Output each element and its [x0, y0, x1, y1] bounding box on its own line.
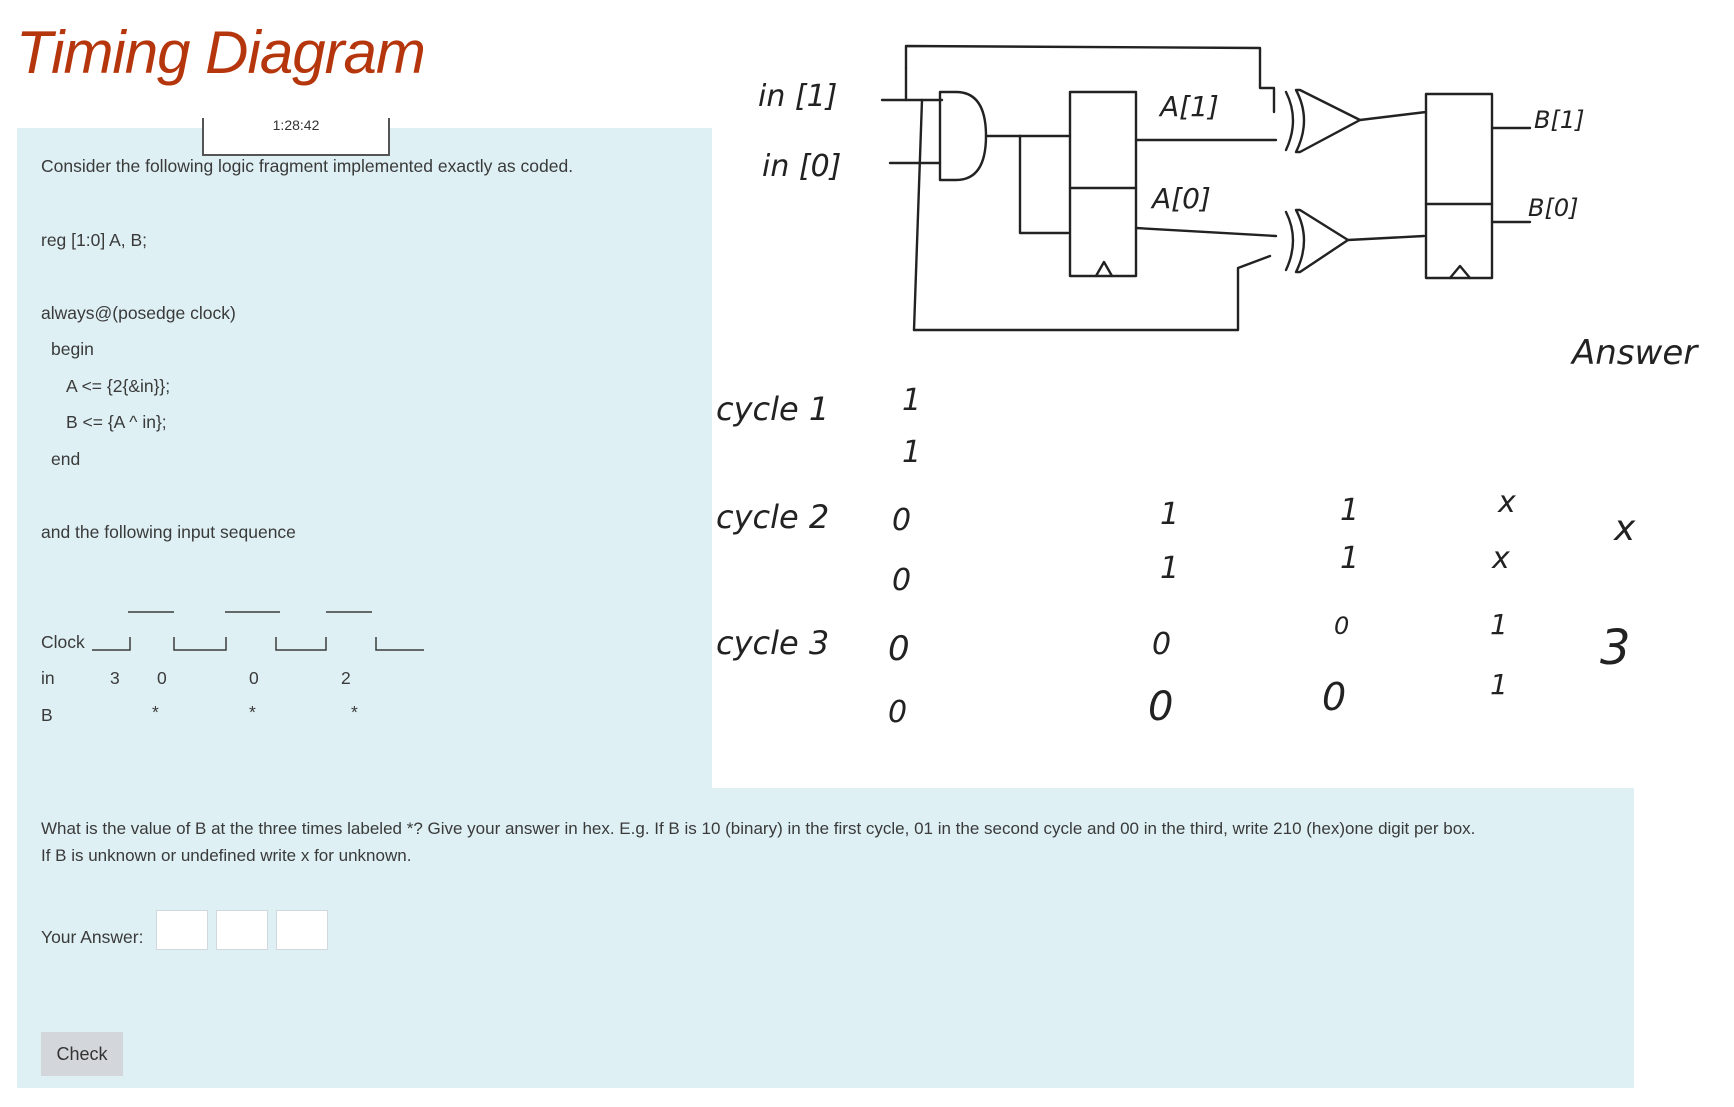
timer: 1:28:42 [202, 118, 390, 156]
hw-c2-xor1: 1 [1340, 493, 1360, 528]
b-label: B [41, 705, 53, 725]
code-line-3: begin [51, 339, 94, 359]
in-value-2: 0 [157, 668, 167, 688]
sequence-intro: and the following input sequence [41, 522, 296, 542]
hw-c2-in1: 0 [892, 503, 912, 538]
clock-label: Clock [41, 632, 85, 652]
hw-answer-header: Answer [1572, 333, 1698, 373]
prompt-line-2: If B is unknown or undefined write x for unknown. [41, 846, 412, 865]
hw-label-in1: in [1] [758, 79, 838, 114]
prompt-line-1: What is the value of B at the three times labeled *? Give your answer in hex. E.g. If B is 10 (binary) in the first cycle, 01 in the second cycle and 00 in the third, write 210 (hex)one digit per box. [41, 819, 1476, 838]
code-line-6: end [51, 449, 81, 469]
code-line-4: A <= {2{&in}}; [66, 376, 171, 396]
hw-c2-answer: x [1614, 508, 1636, 549]
hw-c1-in0: 1 [902, 435, 922, 470]
hw-c2-a0: 1 [1160, 551, 1180, 586]
hw-cycle-3: cycle 3 [716, 624, 830, 662]
hw-c2-a1: 1 [1160, 497, 1180, 532]
b-mark-1: * [152, 702, 159, 722]
hw-c2-in0: 0 [892, 563, 912, 598]
hw-c2-b1: x [1498, 485, 1516, 520]
check-button[interactable]: Check [41, 1032, 123, 1076]
hw-label-b0: B[0] [1528, 194, 1579, 222]
hw-cycle-1: cycle 1 [716, 390, 830, 428]
hw-c3-a0: 0 [1148, 684, 1174, 730]
page-title: Timing Diagram [16, 19, 425, 86]
hw-label-in0: in [0] [762, 149, 842, 184]
in-value-3: 0 [249, 668, 259, 688]
answer-label: Your Answer: [41, 927, 144, 947]
hw-c3-in0: 0 [888, 695, 908, 730]
hw-label-b1: B[1] [1534, 106, 1585, 134]
hw-label-a1: A[1] [1160, 90, 1219, 123]
hw-label-a0: A[0] [1152, 182, 1211, 215]
question-intro: Consider the following logic fragment implemented exactly as coded. [41, 156, 574, 176]
in-value-1: 3 [110, 668, 120, 688]
b-mark-2: * [249, 702, 256, 722]
hw-c3-answer: 3 [1600, 620, 1631, 676]
hw-c3-b0: 1 [1490, 668, 1508, 701]
code-line-5: B <= {A ^ in}; [66, 412, 167, 432]
hw-c3-b1: 1 [1490, 608, 1508, 641]
in-label: in [41, 668, 55, 688]
hw-c3-xor0: 0 [1322, 675, 1347, 719]
code-line-1: reg [1:0] A, B; [41, 230, 148, 250]
hw-c2-xor0: 1 [1340, 541, 1360, 576]
hw-c3-in1: 0 [888, 629, 910, 669]
code-line-2: always@(posedge clock) [41, 303, 236, 323]
hw-c3-a1: 0 [1152, 627, 1172, 662]
hw-c3-xor1: 0 [1334, 612, 1350, 640]
hw-c2-b0: x [1492, 541, 1510, 576]
b-mark-3: * [351, 702, 358, 722]
in-value-4: 2 [341, 668, 351, 688]
hw-c1-in1: 1 [902, 383, 922, 418]
hw-cycle-2: cycle 2 [716, 498, 830, 536]
